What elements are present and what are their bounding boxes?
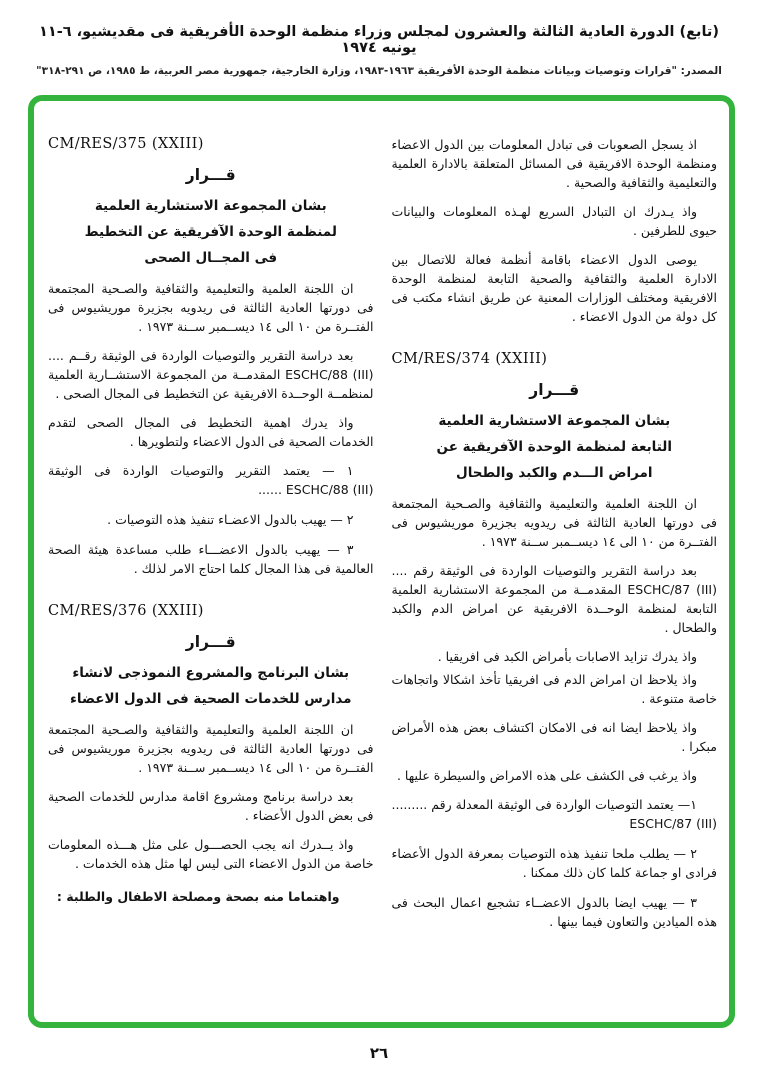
subtitle-line: بشان المجموعة الاستشارية العلمية xyxy=(438,413,671,429)
page-number: ٢٦ xyxy=(369,1044,389,1062)
resolution-subtitle xyxy=(392,408,718,486)
resolution-subtitle xyxy=(48,660,374,712)
paragraph: واذ يــدرك انه يجب الحصـــول على مثل هـــذه المعلومات خاصة من الدول الاعضاء التى ليس لها مثل هذه الخدمات . xyxy=(48,837,374,871)
numbered-item: ١— يعتمد التوصيات الواردة فى الوثيقة المعدلة رقم ......... ‎ESCHC/87 (III)‎ xyxy=(391,797,717,831)
session-title: (تابع) الدورة العادية الثالثة والعشرون لمجلس وزراء منظمة الوحدة الأفريقية فى مقديشيو، ٦-١١ يونيه ١٩٧٤ xyxy=(39,24,719,56)
source-citation: المصدر: "قرارات وتوصيات وبيانات منظمة الوحدة الأفريقية ١٩٦٣-١٩٨٣، وزارة الخارجية، جمهورية مصر العربية، ط ١٩٨٥، ص ٢٩١-٣١٨" xyxy=(36,65,722,77)
subtitle-line: بشان المجموعة الاستشارية العلمية xyxy=(94,198,327,214)
numbered-item: ٣ — يهيب بالدول الاعضـــاء طلب مساعدة هيئة الصحة العالمية فى هذا المجال كلما احتاج الامر لذلك . xyxy=(48,542,374,576)
paragraph: واذ يدرك تزايد الاصابات بأمراض الكبد فى افريقيا . xyxy=(437,649,697,664)
subtitle-line: مدارس للخدمات الصحية فى الدول الاعضاء xyxy=(70,691,352,707)
paragraph: بعد دراسة التقرير والتوصيات الواردة فى الوثيقة رقم .... ‎ESCHC/87 (III)‎ المقدمــة من المجموعة الاستشارية العلمية التابعة لمنظمة الوحــدة الافريقية عن امراض الدم والكبد والطحال . xyxy=(391,563,718,635)
paragraph: ان اللجنة العلمية والتعليمية والثقافية والصـحية المجتمعة فى دورتها العادية الثالثة فى ريدويه بجزيرة موريشيوس فى الفتــرة من ١٠ الى ١٤ ديســمبر ســنة ١٩٧٣ . xyxy=(391,496,717,549)
resolution-ref-376: CM/RES/376 (XXIII) xyxy=(48,603,204,619)
subtitle-line: فى المجــال الصحى xyxy=(144,250,278,266)
page-header xyxy=(20,24,738,77)
resolution-ref-375: CM/RES/375 (XXIII) xyxy=(48,136,204,152)
subtitle-line: امراض الـــدم والكبد والطحال xyxy=(455,465,653,481)
paragraph: بعد دراسة برنامج ومشروع اقامة مدارس للخدمات الصحية فى بعض الدول الأعضاء . xyxy=(48,789,374,823)
resolution-ref-374: CM/RES/374 (XXIII) xyxy=(391,351,548,367)
numbered-item: ٢ — يطلب ملحا تنفيذ هذه التوصيات بمعرفة الدول الأعضاء فرادى او جماعة كلما كان ذلك ممكنا . xyxy=(391,846,717,880)
paragraph: اذ يسجل الصعوبات فى تبادل المعلومات بين الدول الاعضاء ومنظمة الوحدة الافريقية فى المسائل المتعلقة بالادارة العلمية والتعليمية والثقافية والصحية . xyxy=(391,137,717,190)
content-frame xyxy=(28,95,735,1028)
resolution-title: قـــرار xyxy=(185,633,236,651)
resolution-subtitle xyxy=(48,193,374,271)
closing-line: واهتماما منه بصحة ومصلحة الاطفال والطلبة : xyxy=(56,889,340,904)
column-right xyxy=(392,135,718,1006)
paragraph: واذ يلاحظ ايضا انه فى الامكان اكتشاف بعض هذه الأمراض مبكرا . xyxy=(391,720,717,754)
two-column-layout xyxy=(48,135,717,1006)
numbered-item: ٣ — يهيب ايضا بالدول الاعضــاء تشجيع اعمال البحث فى هذه الميادين والتعاون فيما بينها . xyxy=(391,895,717,929)
paragraph: يوصى الدول الاعضاء باقامة أنظمة فعالة للاتصال بين الادارة العلمية والثقافية والصحية التابعة لمنظمة الوحدة الافريقية ومختلف الوزارات المعنية عن طريق انشاء مكتب فى كل دولة من الدول الاعضاء . xyxy=(391,252,717,324)
numbered-item: ١ — يعتمد التقرير والتوصيات الواردة فى الوثيقة ‎ESCHC/88 (III)‎ ...... xyxy=(48,463,374,497)
paragraph: واذ يدرك اهمية التخطيط فى المجال الصحى لتقدم الخدمات الصحية فى الدول الاعضاء ولتطويرها . xyxy=(48,415,374,449)
subtitle-line: التابعة لمنظمة الوحدة الآفريقية عن xyxy=(436,439,672,455)
numbered-item: ٢ — يهيب بالدول الاعضـاء تنفيذ هذه التوصيات . xyxy=(107,512,354,527)
paragraph: ان اللجنة العلمية والتعليمية والثقافية والصـحية المجتمعة فى دورتها العادية الثالثة فى ريدويه بجزيرة موريشيوس فى الفتــرة من ١٠ الى ١٤ ديســمبر ســنة ١٩٧٣ . xyxy=(48,281,374,334)
resolution-title: قـــرار xyxy=(529,381,580,399)
subtitle-line: بشان البرنامج والمشروع النموذجى لانشاء xyxy=(72,665,350,681)
column-left xyxy=(48,135,374,1006)
paragraph: واذ يرغب فى الكشف على هذه الامراض والسيطرة عليها . xyxy=(396,768,697,783)
resolution-title: قـــرار xyxy=(185,166,236,184)
paragraph: واذ يلاحظ ان امراض الدم فى افريقيا تأخذ اشكالا واتجاهات خاصة متنوعة . xyxy=(391,672,717,706)
paragraph: ان اللجنة العلمية والتعليمية والثقافية والصـحية المجتمعة فى دورتها العادية الثالثة فى ريدويه بجزيرة موريشيوس فى الفتــرة من ١٠ الى ١٤ ديســمبر ســنة ١٩٧٣ . xyxy=(48,722,374,775)
paragraph: واذ يـدرك ان التبادل السريع لهـذه المعلومات والبيانات حيوى للطرفين . xyxy=(391,204,717,238)
subtitle-line: لمنظمة الوحدة الآفريقية عن التخطيط xyxy=(84,224,337,240)
paragraph: بعد دراسة التقرير والتوصيات الواردة فى الوثيقة رقــم .... ‎ESCHC/88 (III)‎ المقدمــة من المجموعة الاستشــارية العلمية لمنظمــة الوحــدة الافريقية عن التخطيط فى المجال الصحى . xyxy=(48,348,374,401)
